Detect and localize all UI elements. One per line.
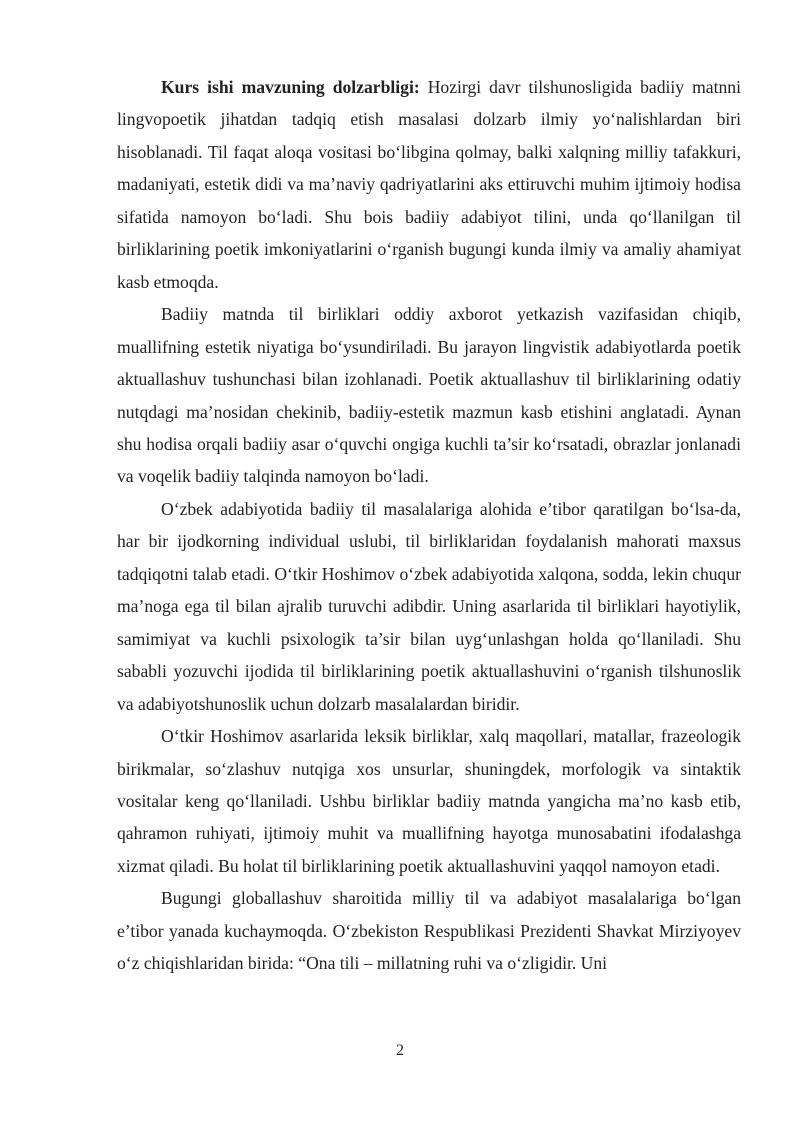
paragraph-globalization: Bugungi globallashuv sharoitida milliy til va adabiyot masalalariga bo‘lgan e’tibor yanada kuchaymoqda. O‘zbekiston Respublikasi Prezidenti Shavkat Mirziyoyev o‘z chiqishlaridan birida: “Ona tili – millatning ruhi va o‘zligidir. Uni	[117, 888, 741, 974]
paragraph-relevance	[117, 71, 741, 298]
paragraph-text: Hozirgi davr tilshunosligida badiiy matnni lingvopoetik jihatdan tadqiq etish masalasi dolzarb ilmiy yo‘nalishlardan biri hisoblanadi. Til faqat aloqa vositasi bo‘libgina qolmay, balki xalqning milliy tafakkuri, madaniyati, estetik didi va ma’naviy qadriyatlarini aks ettiruvchi muhim ijtimoiy hodisa sifatida namoyon bo‘ladi. Shu bois badiiy adabiyot tilini, unda qo‘llanilgan til birliklarining poetik imkoniyatlarini o‘rganish bugungi kunda ilmiy va amaliy ahamiyat kasb etmoqda.	[117, 77, 741, 292]
page-number: 2	[396, 1042, 404, 1059]
paragraph-poetic-actualization: Badiiy matnda til birliklari oddiy axborot yetkazish vazifasidan chiqib, muallifning estetik niyatiga bo‘ysundiriladi. Bu jarayon lingvistik adabiyotlarda poetik aktuallashuv tushunchasi bilan izohlanadi. Poetik aktuallashuv til birliklarining odatiy nutqdagi ma’nosidan chekinib, badiiy-estetik mazmun kasb etishini anglatadi. Aynan shu hodisa orqali badiiy asar o‘quvchi ongiga kuchli ta’sir ko‘rsatadi, obrazlar jonlanadi va voqelik badiiy talqinda namoyon bo‘ladi.	[117, 304, 741, 487]
document-page	[117, 71, 741, 980]
paragraph-hoshimov-works: O‘tkir Hoshimov asarlarida leksik birliklar, xalq maqollari, matallar, frazeologik birikmalar, so‘zlashuv nutqiga xos unsurlar, shuningdek, morfologik va sintaktik vositalar keng qo‘llaniladi. Ushbu birliklar badiiy matnda yangicha ma’no kasb etib, qahramon ruhiyati, ijtimoiy muhit va muallifning hayotga munosabatini ifodalashga xizmat qiladi. Bu holat til birliklarining poetik aktuallashuvini yaqqol namoyon etadi.	[117, 726, 741, 876]
paragraph-uzbek-literature: O‘zbek adabiyotida badiiy til masalalariga alohida e’tibor qaratilgan bo‘lsa-da, har bir ijodkorning individual uslubi, til birliklaridan foydalanish mahorati maxsus tadqiqotni talab etadi. O‘tkir Hoshimov o‘zbek adabiyotida xalqona, sodda, lekin chuqur ma’noga ega til bilan ajralib turuvchi adibdir. Uning asarlarida til birliklari hayotiylik, samimiyat va kuchli psixologik ta’sir bilan uyg‘unlashgan holda qo‘llaniladi. Shu sababli yozuvchi ijodida til birliklarining poetik aktuallashuvini o‘rganish tilshunoslik va adabiyotshunoslik uchun dolzarb masalalardan biridir.	[117, 498, 741, 714]
paragraph-lead-heading: Kurs ishi mavzuning dolzarbligi:	[161, 77, 420, 97]
